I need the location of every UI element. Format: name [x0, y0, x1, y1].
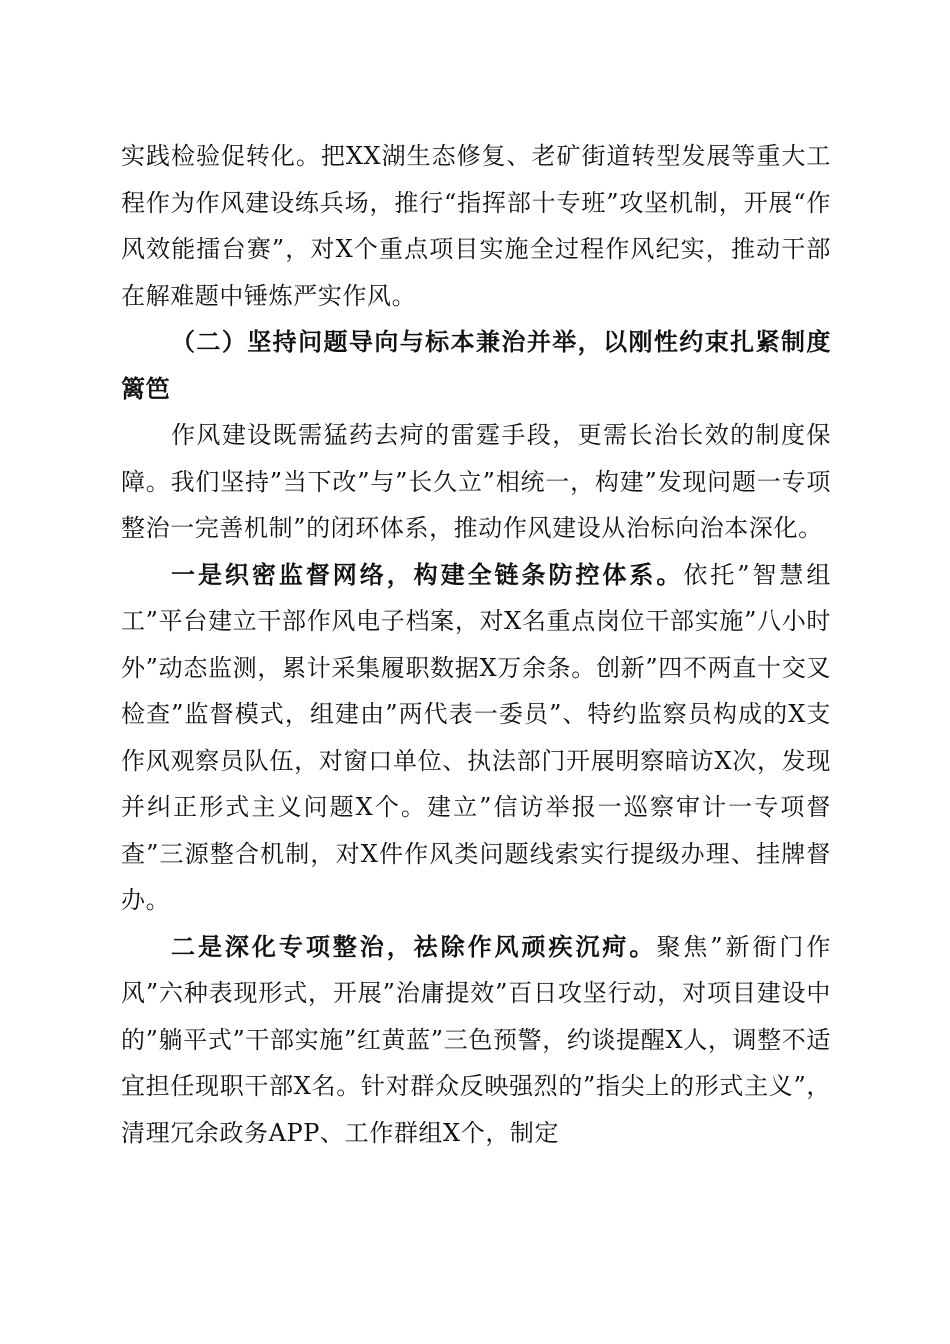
paragraph-rectification [121, 924, 831, 1157]
document-page [121, 133, 831, 1156]
paragraph-rectification-lead: 二是深化专项整治，祛除作风顽疾沉疴。 [171, 931, 657, 961]
paragraph-institution: 作风建设既需猛药去疴的雷霆手段，更需长治长效的制度保障。我们坚持”当下改”与”长久立”相统一，构建”发现问题一专项整治一完善机制”的闭环体系，推动作风建设从治标向治本深化。 [121, 421, 831, 542]
paragraph-supervision-body: 依托”智慧组工”平台建立干部作风电子档案，对X名重点岗位干部实施”八小时外”动态监测，累计采集履职数据X万余条。创新”四不两直十交叉检查”监督模式，组建由”两代表一委员”、特约监察员构成的X支作风观察员队伍，对窗口单位、执法部门开展明察暗访X次，发现并纠正形式主义问题X个。建立”信访举报一巡察审计一专项督查”三源整合机制，对X件作风类问题线索实行提级办理、挂牌督办。 [121, 560, 831, 914]
paragraph-supervision [121, 552, 831, 924]
section-heading-2: （二）坚持问题导向与标本兼治并举，以刚性约束扎紧制度篱笆 [121, 327, 831, 403]
paragraph-practice: 实践检验促转化。把XX湖生态修复、老矿街道转型发展等重大工程作为作风建设练兵场，推行“指挥部十专班”攻坚机制，开展“作风效能擂台赛”，对X个重点项目实施全过程作风纪实，推动干部在解难题中锤炼严实作风。 [121, 142, 831, 310]
paragraph-rectification-body: 聚焦”新衙门作风”六种表现形式，开展”治庸提效”百日攻坚行动，对项目建设中的”躺平式”干部实施”红黄蓝”三色预警，约谈提醒X人，调整不适宜担任现职干部X名。针对群众反映强烈的”指尖上的形式主义”，清理冗余政务APP、工作群组X个，制定 [121, 932, 831, 1147]
paragraph-supervision-lead: 一是织密监督网络，构建全链条防控体系。 [171, 559, 684, 589]
